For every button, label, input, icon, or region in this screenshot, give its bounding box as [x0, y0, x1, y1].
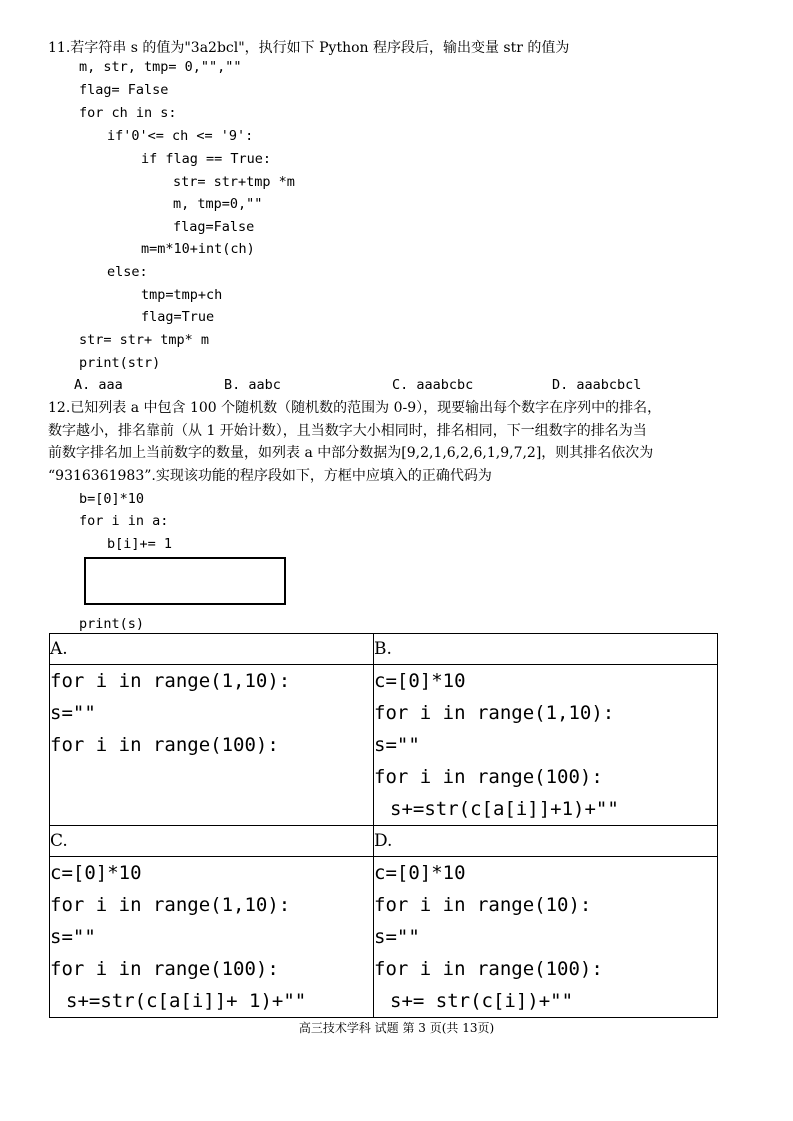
option-b-code[interactable]: [374, 665, 718, 826]
q12-options-table: [49, 633, 718, 1018]
q11-code-line-6: str= str+tmp *m: [173, 174, 295, 190]
q11-option-d[interactable]: D. aaabcbcl: [552, 377, 642, 393]
q12-code-line-1: b=[0]*10: [79, 491, 145, 507]
option-c-label[interactable]: C.: [50, 826, 374, 857]
option-c-line-2: for i in range(1,10):: [50, 894, 291, 916]
q11-code-line-13: str= str+ tmp* m: [79, 332, 210, 348]
q12-print-line: print(s): [79, 616, 145, 632]
option-b-line-2: for i in range(1,10):: [374, 702, 615, 724]
q11-code-line-7: m, tmp=0,"": [173, 196, 263, 212]
q11-code-line-5: if flag == True:: [141, 151, 272, 167]
q11-code-line-9: m=m*10+int(ch): [141, 241, 255, 257]
q12-text-line-2: 数字越小，排名靠前（从 1 开始计数），且当数字大小相同时，排名相同，下一组数字的排名为当: [48, 422, 647, 439]
option-d-line-3: s="": [374, 926, 420, 948]
answer-blank-box[interactable]: [84, 557, 286, 605]
q11-code-line-12: flag=True: [141, 309, 215, 325]
option-c-line-4: for i in range(100):: [50, 958, 279, 980]
option-a-line-1: for i in range(1,10):: [50, 670, 291, 692]
q11-code-line-3: for ch in s:: [79, 105, 177, 121]
option-d-code[interactable]: [374, 857, 718, 1018]
q12-code-line-2: for i in a:: [79, 513, 169, 529]
q12-question-text: [48, 397, 753, 487]
option-a-label[interactable]: A.: [50, 634, 374, 665]
q11-code-line-1: m, str, tmp= 0,"","": [79, 59, 242, 75]
option-d-label[interactable]: D.: [374, 826, 718, 857]
option-d-line-2: for i in range(10):: [374, 894, 592, 916]
option-b-line-4: for i in range(100):: [374, 766, 603, 788]
option-c-line-3: s="": [50, 926, 96, 948]
q11-code-line-11: tmp=tmp+ch: [141, 287, 223, 303]
option-b-line-5: s+=str(c[a[i]]+1)+"": [390, 798, 619, 820]
option-d-line-1: c=[0]*10: [374, 862, 466, 884]
option-d-line-5: s+= str(c[i])+"": [390, 990, 574, 1012]
option-a-line-2: s="": [50, 702, 96, 724]
q11-code-line-8: flag=False: [173, 219, 255, 235]
option-c-line-1: c=[0]*10: [50, 862, 142, 884]
q11-option-b[interactable]: B. aabc: [224, 377, 281, 393]
q11-code-line-14: print(str): [79, 355, 161, 371]
q12-text-line-4: “9316361983”.实现该功能的程序段如下，方框中应填入的正确代码为: [48, 467, 492, 484]
q11-code-line-4: if'0'<= ch <= '9':: [107, 128, 254, 144]
option-c-code[interactable]: [50, 857, 374, 1018]
option-b-label[interactable]: B.: [374, 634, 718, 665]
option-b-line-1: c=[0]*10: [374, 670, 466, 692]
q12-code-line-3: b[i]+= 1: [107, 536, 173, 552]
option-a-line-3: for i in range(100):: [50, 734, 279, 756]
q11-code-line-10: else:: [107, 264, 148, 280]
option-a-code[interactable]: [50, 665, 374, 826]
option-c-line-5: s+=str(c[a[i]]+ 1)+"": [66, 990, 307, 1012]
option-d-line-4: for i in range(100):: [374, 958, 603, 980]
q12-text-line-3: 前数字排名加上当前数字的数量，如列表 a 中部分数据为[9,2,1,6,2,6,1,9,7,2]，则其排名依次为: [48, 445, 654, 461]
q11-title: 11.若字符串 s 的值为"3a2bcl"，执行如下 Python 程序段后，输出变量 str 的值为: [48, 40, 570, 56]
q11-option-a[interactable]: A. aaa: [74, 377, 123, 393]
q11-option-c[interactable]: C. aaabcbc: [392, 377, 474, 393]
q12-text-line-1: 12.已知列表 a 中包含 100 个随机数（随机数的范围为 0-9），现要输出每个数字在序列中的排名，: [48, 400, 662, 416]
page-footer: 高三技术学科 试题 第 3 页(共 13页): [298, 1021, 495, 1035]
q11-code-line-2: flag= False: [79, 82, 169, 98]
option-b-line-3: s="": [374, 734, 420, 756]
